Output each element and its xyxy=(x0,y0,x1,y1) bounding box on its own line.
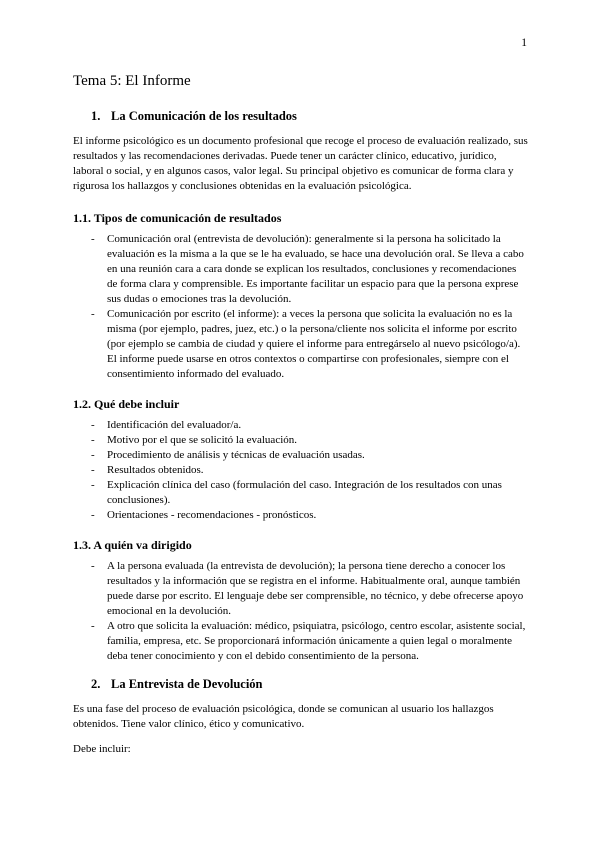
list-item xyxy=(73,232,528,307)
section-2-title: La Entrevista de Devolución xyxy=(111,677,263,691)
list-item-text: A otro que solicita la evaluación: médico, psiquiatra, psicólogo, centro escolar, asistente social, familia, empresa, etc. Se proporcionará información únicamente a quien legal o moralmente deba tener conocimiento y con el debido consentimiento de la persona. xyxy=(107,620,526,662)
list-item xyxy=(73,508,528,523)
list-item xyxy=(73,307,528,382)
bullet-dash: - xyxy=(91,464,95,476)
subsection-1-2-list xyxy=(73,418,528,523)
section-2-paragraph: Es una fase del proceso de evaluación psicológica, donde se comunican al usuario los hallazgos obtenidos. Tiene valor clínico, ético y comunicativo. xyxy=(73,703,494,730)
bullet-dash: - xyxy=(91,419,95,431)
list-item-text: A la persona evaluada (la entrevista de devolución); la persona tiene derecho a conocer los resultados y la información que se registra en el informe. Habitualmente oral, aunque también puede darse por escrito. El lenguaje debe ser comprensible, no técnico, y debe ofrecerse apoyo emocional en la devolución. xyxy=(107,560,524,617)
bullet-dash: - xyxy=(91,449,95,461)
list-item-text: Comunicación por escrito (el informe): a veces la persona que solicita la evaluación no es la misma (por ejemplo, padres, juez, etc.) o la persona/cliente nos solicita el informe por escrito (por ejemplo se cambia de ciudad y quiere el informe para entregárselo al nuevo psicólogo/a). El informe puede usarse en otros contextos o compartirse con profesionales, siempre con el consentimiento informado del evaluado. xyxy=(107,308,521,380)
section-2-heading xyxy=(91,676,528,692)
list-item-text: Explicación clínica del caso (formulación del caso. Integración de los resultados con unas conclusiones). xyxy=(107,479,502,506)
bullet-dash: - xyxy=(91,560,95,572)
section-1-title: La Comunicación de los resultados xyxy=(111,109,297,123)
list-item-text: Resultados obtenidos. xyxy=(107,464,204,476)
list-item xyxy=(73,619,528,664)
bullet-dash: - xyxy=(91,479,95,491)
document-title: Tema 5: El Informe xyxy=(73,73,191,89)
list-item-text: Identificación del evaluador/a. xyxy=(107,419,242,431)
section-1-paragraph: El informe psicológico es un documento profesional que recoge el proceso de evaluación realizado, sus resultados y las recomendaciones derivadas. Puede tener un carácter clínico, educativo, jurídico, laboral o social, y en algunos casos, valor legal. Su principal objetivo es comunicar de forma clara y rigurosa los hallazgos y conclusiones obtenidas en la evaluación psicológica. xyxy=(73,135,528,192)
list-item xyxy=(73,478,528,508)
list-item xyxy=(73,448,528,463)
section-2-number: 2. xyxy=(91,677,101,691)
document-content xyxy=(73,72,528,757)
list-item-text: Motivo por el que se solicitó la evaluación. xyxy=(107,434,298,446)
subsection-1-3-list xyxy=(73,559,528,664)
bullet-dash: - xyxy=(91,434,95,446)
list-item xyxy=(73,433,528,448)
section-2-paragraph-2: Debe incluir: xyxy=(73,743,131,755)
section-1-heading xyxy=(91,108,528,124)
list-item-text: Orientaciones - recomendaciones - pronósticos. xyxy=(107,509,317,521)
subsection-1-3-heading: 1.3. A quién va dirigido xyxy=(73,538,192,552)
list-item xyxy=(73,463,528,478)
subsection-1-1-list xyxy=(73,232,528,382)
list-item xyxy=(73,418,528,433)
list-item-text: Procedimiento de análisis y técnicas de evaluación usadas. xyxy=(107,449,365,461)
bullet-dash: - xyxy=(91,620,95,632)
list-item xyxy=(73,559,528,619)
page-number: 1 xyxy=(521,37,527,49)
list-item-text: Comunicación oral (entrevista de devolución): generalmente si la persona ha solicitado la evaluación es la misma a la que se le ha evaluado, se hace una devolución oral. Se lleva a cabo en una reunión cara a cara donde se explican los resultados, conclusiones y recomendaciones de forma clara y comprensible. Es importante facilitar un espacio para que la persona exprese sus dudas o emociones tras la devolución. xyxy=(107,233,524,305)
bullet-dash: - xyxy=(91,308,95,320)
bullet-dash: - xyxy=(91,509,95,521)
subsection-1-1-heading: 1.1. Tipos de comunicación de resultados xyxy=(73,211,282,225)
bullet-dash: - xyxy=(91,233,95,245)
section-1-number: 1. xyxy=(91,109,101,123)
subsection-1-2-heading: 1.2. Qué debe incluir xyxy=(73,397,180,411)
